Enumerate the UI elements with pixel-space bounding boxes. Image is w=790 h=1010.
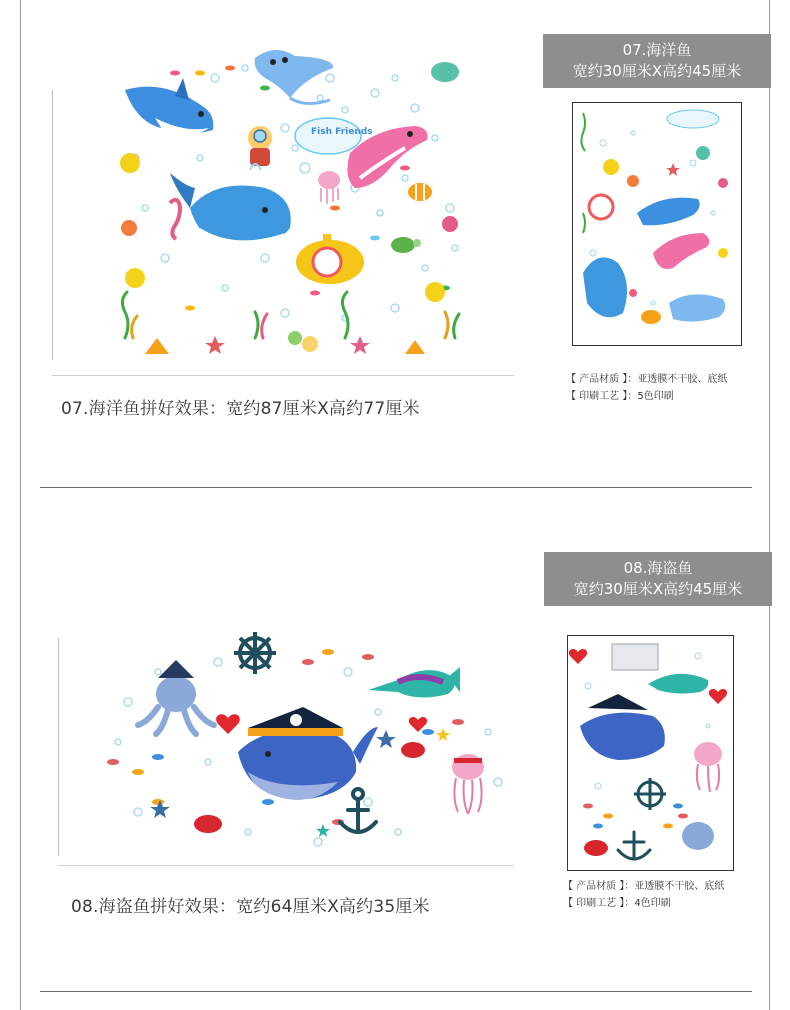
product-07-spec-print: 【 印刷工艺 】：5色印刷 (566, 391, 674, 402)
section-divider-1 (40, 487, 752, 488)
product-08-sticker-sheet-image (567, 635, 734, 871)
product-07-tag-size: 宽约30厘米X高约45厘米 (572, 62, 742, 80)
product-08-tag-name: 08.海盗鱼 (623, 559, 693, 577)
product-07-section (0, 0, 790, 490)
product-08-tag-size: 宽约30厘米X高约45厘米 (573, 580, 743, 598)
pirate-fish-assembled-scene (98, 632, 510, 852)
product-07-tag-name: 07.海洋鱼 (622, 41, 692, 59)
product-07-spec-material: 【 产品材质 】：亚透膜不干胶、底纸 (566, 374, 728, 385)
product-08-specs (563, 878, 724, 912)
section-divider-2 (40, 991, 752, 992)
product-08-section (0, 490, 790, 1010)
product-08-name-tag (544, 552, 772, 606)
ocean-fish-assembled-scene (105, 38, 475, 360)
product-07-assembled-size-caption: 07.海洋鱼拼好效果：宽约87厘米X高约77厘米 (61, 399, 420, 419)
product-08-assembled-size-caption: 08.海盗鱼拼好效果：宽约64厘米X高约35厘米 (71, 897, 430, 917)
product-07-specs (566, 371, 727, 405)
product-07-sticker-sheet-image (572, 102, 742, 346)
product-08-spec-print: 【 印刷工艺 】：4色印刷 (563, 898, 671, 909)
fish-friends-sticker-text: Fish Friends (311, 127, 373, 137)
product-07-name-tag (543, 34, 771, 88)
product-08-spec-material: 【 产品材质 】：亚透膜不干胶、底纸 (563, 881, 725, 892)
